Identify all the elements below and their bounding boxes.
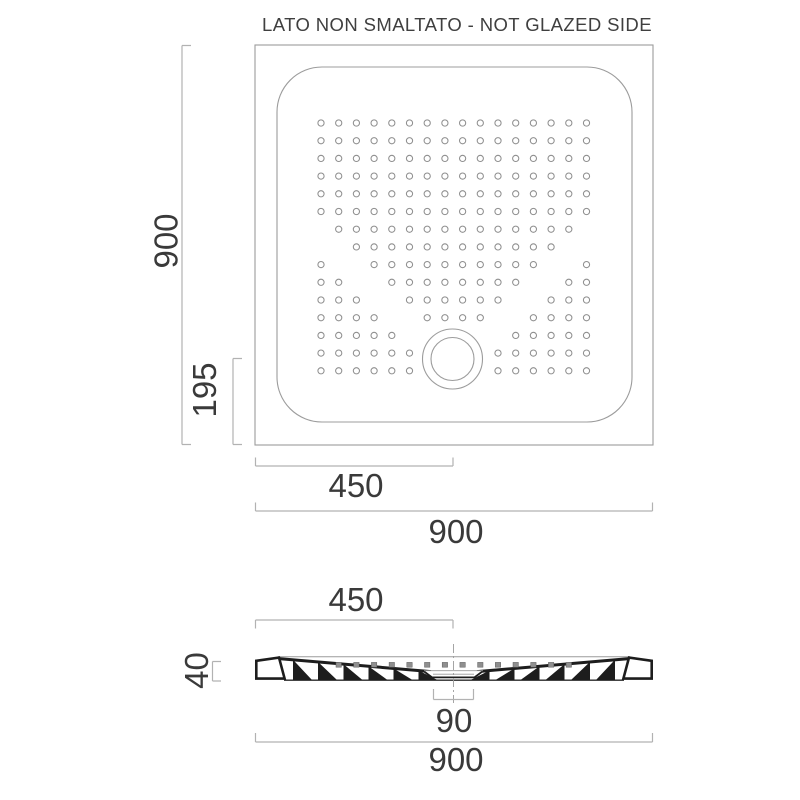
anti-slip-dot <box>318 279 324 285</box>
dim-height-40 <box>178 652 221 689</box>
anti-slip-dot <box>371 332 377 338</box>
anti-slip-dot <box>336 226 342 232</box>
anti-slip-dot <box>495 279 501 285</box>
anti-slip-dot <box>371 350 377 356</box>
anti-slip-dot <box>371 208 377 214</box>
anti-slip-dot <box>548 120 554 126</box>
anti-slip-dot <box>583 173 589 179</box>
anti-slip-dot <box>336 279 342 285</box>
anti-slip-dot <box>442 279 448 285</box>
dim-width-900-section <box>256 733 653 778</box>
anti-slip-dot <box>353 297 359 303</box>
anti-slip-dot <box>371 155 377 161</box>
anti-slip-dot <box>318 173 324 179</box>
anti-slip-dot <box>336 120 342 126</box>
anti-slip-dot <box>530 191 536 197</box>
anti-slip-dot <box>389 120 395 126</box>
dim-height-900 <box>148 46 192 445</box>
anti-slip-dot <box>406 155 412 161</box>
anti-slip-dot <box>353 350 359 356</box>
anti-slip-dot <box>548 350 554 356</box>
anti-slip-dot <box>495 297 501 303</box>
anti-slip-dot <box>460 297 466 303</box>
anti-slip-dot <box>495 120 501 126</box>
anti-slip-dot <box>583 208 589 214</box>
anti-slip-dot <box>424 226 430 232</box>
anti-slip-dot <box>548 208 554 214</box>
anti-slip-dot <box>583 138 589 144</box>
anti-slip-dot <box>513 350 519 356</box>
anti-slip-dot <box>513 226 519 232</box>
anti-slip-dot <box>371 138 377 144</box>
anti-slip-dot <box>442 120 448 126</box>
anti-slip-dot <box>336 368 342 374</box>
anti-slip-dot <box>566 315 572 321</box>
anti-slip-dot <box>513 262 519 268</box>
drawing-title: LATO NON SMALTATO - NOT GLAZED SIDE <box>262 14 652 35</box>
anti-slip-dot <box>460 208 466 214</box>
dim-center-450-section <box>256 581 454 629</box>
anti-slip-dot <box>530 120 536 126</box>
section-foot-right <box>623 658 651 679</box>
anti-slip-dot <box>477 279 483 285</box>
anti-slip-dot <box>371 315 377 321</box>
dim-label-width-top: 900 <box>428 513 484 550</box>
anti-slip-dot <box>548 173 554 179</box>
anti-slip-dot <box>495 155 501 161</box>
section-foot-left <box>256 658 284 679</box>
dim-line-width-top <box>256 503 653 512</box>
anti-slip-dot <box>336 191 342 197</box>
anti-slip-dot <box>318 262 324 268</box>
anti-slip-dot <box>495 226 501 232</box>
dim-label-height: 900 <box>147 213 185 269</box>
anti-slip-dot <box>566 226 572 232</box>
anti-slip-dot <box>442 155 448 161</box>
anti-slip-dot <box>513 191 519 197</box>
section-surface-dot <box>336 662 341 667</box>
anti-slip-dot <box>389 332 395 338</box>
anti-slip-dot <box>424 138 430 144</box>
anti-slip-dot <box>566 138 572 144</box>
anti-slip-dot <box>530 173 536 179</box>
anti-slip-dot <box>353 191 359 197</box>
anti-slip-dot <box>460 191 466 197</box>
anti-slip-dot <box>424 208 430 214</box>
section-surface-dot <box>548 662 553 667</box>
anti-slip-dot <box>424 191 430 197</box>
anti-slip-dot <box>424 173 430 179</box>
anti-slip-dot <box>530 208 536 214</box>
anti-slip-dot <box>353 120 359 126</box>
tray-outer-edge <box>255 45 653 445</box>
anti-slip-dot <box>583 315 589 321</box>
anti-slip-dot <box>460 138 466 144</box>
anti-slip-dot <box>406 244 412 250</box>
anti-slip-dot <box>442 226 448 232</box>
anti-slip-dot <box>530 226 536 232</box>
anti-slip-dot <box>318 120 324 126</box>
anti-slip-dot <box>424 155 430 161</box>
section-surface-dot <box>460 662 465 667</box>
anti-slip-dot <box>389 350 395 356</box>
anti-slip-dot <box>495 262 501 268</box>
anti-slip-dot <box>477 315 483 321</box>
anti-slip-dot <box>336 155 342 161</box>
anti-slip-dot <box>566 279 572 285</box>
section-surface-dot <box>442 662 447 667</box>
anti-slip-dot <box>530 315 536 321</box>
section-surface-dot <box>371 662 376 667</box>
anti-slip-dot <box>389 138 395 144</box>
anti-slip-dot <box>406 208 412 214</box>
anti-slip-dot <box>566 208 572 214</box>
anti-slip-dot <box>566 297 572 303</box>
anti-slip-dot <box>406 297 412 303</box>
anti-slip-dot <box>477 262 483 268</box>
anti-slip-dot <box>477 155 483 161</box>
anti-slip-dot <box>583 279 589 285</box>
anti-slip-dot <box>477 297 483 303</box>
anti-slip-dot <box>460 262 466 268</box>
dim-line-center-section <box>256 620 454 629</box>
anti-slip-dot <box>406 138 412 144</box>
anti-slip-dot <box>389 226 395 232</box>
anti-slip-dot <box>513 244 519 250</box>
anti-slip-dot <box>406 368 412 374</box>
section-surface-dot <box>389 662 394 667</box>
anti-slip-dot <box>548 138 554 144</box>
anti-slip-dot <box>566 173 572 179</box>
anti-slip-dot <box>424 279 430 285</box>
anti-slip-dot <box>530 244 536 250</box>
anti-slip-dot <box>583 155 589 161</box>
section-surface-dot <box>478 662 483 667</box>
anti-slip-dot <box>477 191 483 197</box>
dim-drain-offset-195 <box>186 359 242 445</box>
anti-slip-dot <box>336 350 342 356</box>
tray-basin-edge <box>277 67 632 422</box>
anti-slip-dot <box>495 368 501 374</box>
section-surface-dot <box>495 662 500 667</box>
anti-slip-dot <box>336 138 342 144</box>
anti-slip-dot <box>442 191 448 197</box>
anti-slip-dot <box>530 155 536 161</box>
dim-label-drain: 90 <box>435 702 473 739</box>
anti-slip-dot <box>566 332 572 338</box>
anti-slip-dot <box>336 173 342 179</box>
anti-slip-dot <box>548 315 554 321</box>
anti-slip-dot <box>406 191 412 197</box>
anti-slip-dot <box>424 244 430 250</box>
anti-slip-dot <box>513 279 519 285</box>
anti-slip-dot <box>513 138 519 144</box>
anti-slip-dot <box>548 368 554 374</box>
anti-slip-dot <box>566 155 572 161</box>
anti-slip-dot <box>548 226 554 232</box>
anti-slip-dot <box>460 279 466 285</box>
anti-slip-dot <box>389 173 395 179</box>
anti-slip-dot <box>495 191 501 197</box>
anti-slip-dot <box>442 315 448 321</box>
anti-slip-dot <box>389 155 395 161</box>
anti-slip-dot <box>513 332 519 338</box>
anti-slip-dot <box>583 120 589 126</box>
anti-slip-dot <box>460 173 466 179</box>
dim-line-drain-offset <box>233 359 242 445</box>
anti-slip-dot <box>460 226 466 232</box>
anti-slip-dot <box>566 120 572 126</box>
anti-slip-dot <box>371 173 377 179</box>
section-surface-dot <box>425 662 430 667</box>
dim-line-center-top <box>256 458 454 467</box>
anti-slip-dot <box>336 297 342 303</box>
anti-slip-dot <box>318 297 324 303</box>
anti-slip-dot <box>566 191 572 197</box>
anti-slip-dot <box>513 368 519 374</box>
anti-slip-dot <box>406 262 412 268</box>
anti-slip-dot <box>336 332 342 338</box>
anti-slip-dot <box>477 173 483 179</box>
anti-slip-dot <box>442 173 448 179</box>
anti-slip-dot <box>460 315 466 321</box>
dim-label-center-section: 450 <box>328 581 384 618</box>
anti-slip-dot <box>548 155 554 161</box>
anti-slip-dot <box>530 350 536 356</box>
anti-slip-dot <box>406 173 412 179</box>
anti-slip-dot <box>495 208 501 214</box>
anti-slip-dot <box>318 368 324 374</box>
dim-center-450-top <box>256 458 454 505</box>
anti-slip-dot <box>389 368 395 374</box>
dim-label-drain-offset: 195 <box>186 362 223 418</box>
anti-slip-dot <box>495 138 501 144</box>
anti-slip-dot <box>442 208 448 214</box>
anti-slip-dot <box>442 297 448 303</box>
anti-slip-dot <box>318 315 324 321</box>
anti-slip-dot <box>353 208 359 214</box>
anti-slip-dot <box>583 191 589 197</box>
section-rib <box>293 660 312 680</box>
anti-slip-dot <box>566 350 572 356</box>
anti-slip-dot <box>318 155 324 161</box>
anti-slip-dot <box>442 244 448 250</box>
anti-slip-dot <box>530 368 536 374</box>
top-view <box>148 45 654 550</box>
anti-slip-dot <box>424 297 430 303</box>
dim-label-width-section: 900 <box>428 741 484 778</box>
anti-slip-dot <box>424 315 430 321</box>
anti-slip-dot <box>583 262 589 268</box>
anti-slip-dot <box>513 120 519 126</box>
section-rib <box>596 660 615 680</box>
anti-slip-dot <box>548 297 554 303</box>
dim-width-900-top <box>256 503 653 551</box>
anti-slip-dot <box>477 120 483 126</box>
anti-slip-dot <box>318 350 324 356</box>
anti-slip-dot <box>406 350 412 356</box>
anti-slip-dot <box>353 332 359 338</box>
anti-slip-dot <box>566 368 572 374</box>
anti-slip-dot <box>424 262 430 268</box>
anti-slip-dot <box>318 191 324 197</box>
section-view <box>178 581 653 778</box>
anti-slip-dot <box>371 262 377 268</box>
anti-slip-dot <box>548 191 554 197</box>
anti-slip-dot <box>477 244 483 250</box>
anti-slip-dot <box>583 350 589 356</box>
anti-slip-dot <box>353 138 359 144</box>
anti-slip-dot <box>406 226 412 232</box>
anti-slip-dot <box>371 244 377 250</box>
anti-slip-dot <box>406 120 412 126</box>
drain-inner-ring <box>431 338 474 381</box>
anti-slip-dot <box>318 138 324 144</box>
anti-slip-dot <box>353 226 359 232</box>
anti-slip-dot <box>548 244 554 250</box>
anti-slip-dot <box>353 155 359 161</box>
anti-slip-dot <box>583 332 589 338</box>
anti-slip-dot <box>353 315 359 321</box>
anti-slip-dot <box>513 208 519 214</box>
anti-slip-dot <box>318 332 324 338</box>
anti-slip-dot <box>495 173 501 179</box>
anti-slip-dot <box>495 350 501 356</box>
anti-slip-dot <box>513 173 519 179</box>
anti-slip-dot <box>442 138 448 144</box>
anti-slip-dot <box>389 279 395 285</box>
anti-slip-dot <box>336 315 342 321</box>
section-surface-dot <box>531 662 536 667</box>
section-surface-dot <box>354 662 359 667</box>
anti-slip-dot <box>336 208 342 214</box>
anti-slip-dot <box>406 279 412 285</box>
section-surface-dot <box>513 662 518 667</box>
dim-label-center-top: 450 <box>328 467 384 504</box>
anti-slip-dot <box>389 208 395 214</box>
anti-slip-dot <box>389 191 395 197</box>
section-surface-dot <box>407 662 412 667</box>
dim-label-section-height: 40 <box>178 652 215 689</box>
section-surface-dot <box>566 662 571 667</box>
anti-slip-dot <box>389 262 395 268</box>
anti-slip-dot <box>477 226 483 232</box>
anti-slip-dot <box>371 368 377 374</box>
drain-circle <box>423 329 483 389</box>
anti-slip-dot <box>460 120 466 126</box>
anti-slip-dot <box>318 208 324 214</box>
anti-slip-dot <box>353 173 359 179</box>
anti-slip-dot <box>353 244 359 250</box>
anti-slip-dot <box>371 191 377 197</box>
anti-slip-dot <box>460 155 466 161</box>
anti-slip-dot <box>548 332 554 338</box>
anti-slip-dot <box>371 226 377 232</box>
anti-slip-dot <box>424 120 430 126</box>
anti-slip-dot <box>477 138 483 144</box>
anti-slip-dot <box>530 262 536 268</box>
anti-slip-dot <box>495 244 501 250</box>
anti-slip-dot <box>442 262 448 268</box>
anti-slip-dot <box>353 368 359 374</box>
anti-slip-dot <box>477 208 483 214</box>
anti-slip-dot <box>371 120 377 126</box>
anti-slip-dot <box>389 244 395 250</box>
anti-slip-dot <box>530 332 536 338</box>
anti-slip-dot <box>530 138 536 144</box>
anti-slip-dot-grid <box>318 120 590 374</box>
anti-slip-dot <box>513 155 519 161</box>
anti-slip-dot <box>583 368 589 374</box>
anti-slip-dot <box>583 297 589 303</box>
anti-slip-dot <box>460 244 466 250</box>
tray-section-profile <box>256 644 651 703</box>
